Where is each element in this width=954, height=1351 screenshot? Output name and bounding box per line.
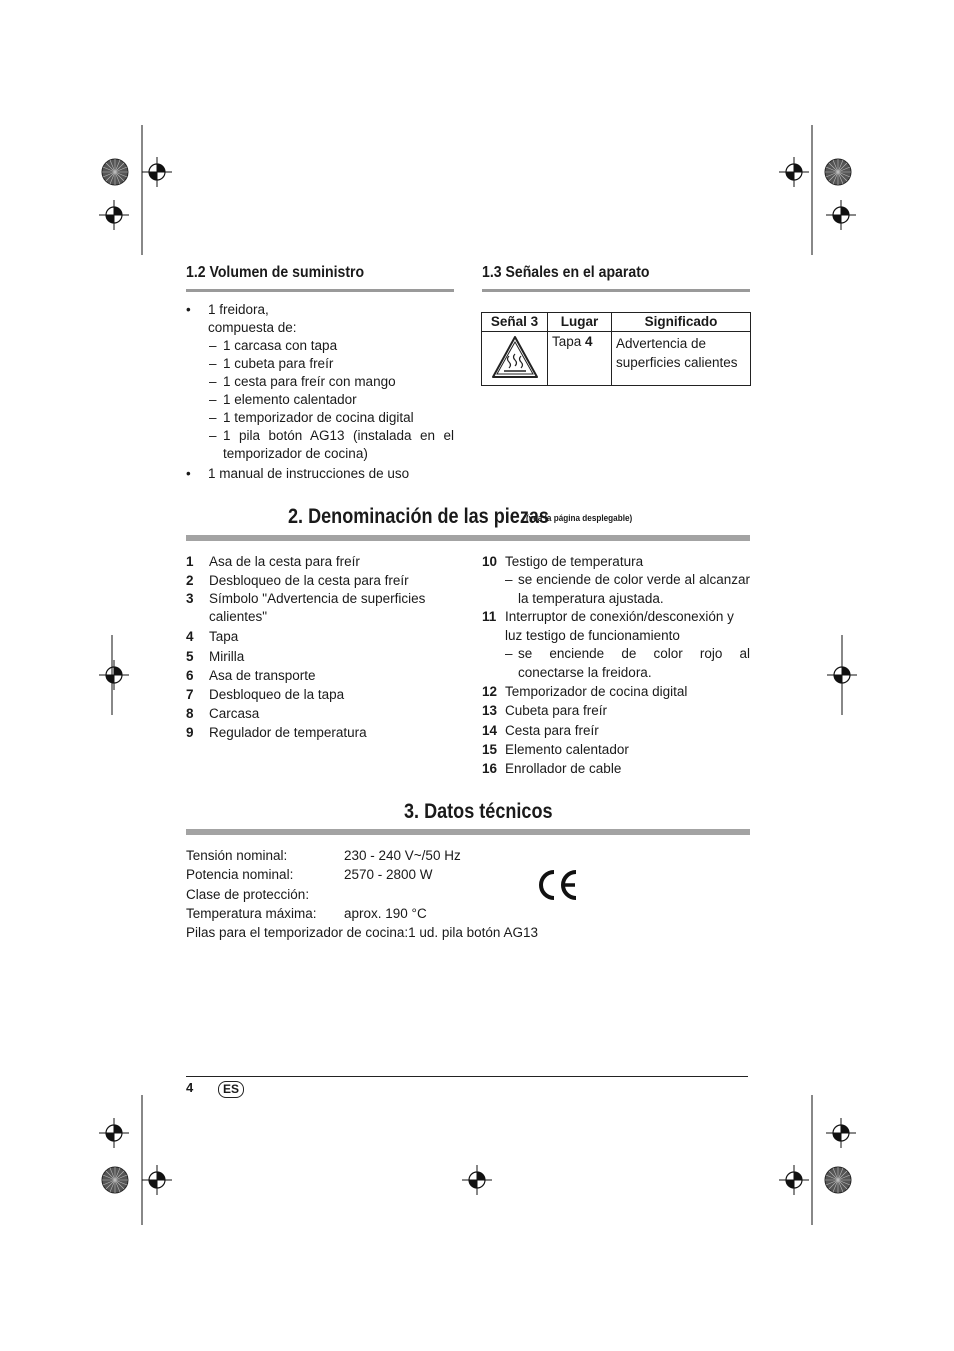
signals-header-senal: Señal 3 [482,313,548,332]
page-number: 4 [186,1080,194,1095]
list-item: 16 Enrollador de cable [482,761,622,777]
signals-header-lugar: Lugar [548,313,612,332]
signal-meaning: Advertencia de superficies calientes [612,332,751,386]
parts-list-left [186,552,456,743]
list-item: 14 Cesta para freír [482,722,599,738]
signal-location: Tapa 4 [548,332,612,386]
tech-batteries: Pilas para el temporizador de cocina:1 ud. pila botón AG13 [186,925,538,941]
footer-rule [186,1076,748,1077]
parts-list-right [482,552,750,778]
tech-data [186,846,586,942]
signals-table [481,312,751,386]
list-item: 2 Desbloqueo de la cesta para freír [186,573,409,589]
list-item: 15 Elemento calentador [482,741,629,757]
list-item: 4 Tapa [186,629,239,645]
tech-row: Temperatura máxima: aprox. 190 °C [186,905,427,921]
list-item: – 1 carcasa con tapa [209,338,338,353]
section-1-2-title: 1.2 Volumen de suministro [186,264,365,281]
section-1-3-rule [482,289,750,292]
supply-bullet-2: 1 manual de instrucciones de uso [208,466,410,481]
list-item: – 1 cubeta para freír [209,356,334,371]
list-item: 12 Temporizador de cocina digital [482,684,688,700]
list-subitem: – se enciende de color rojo al conectarse la freidora. [505,646,750,680]
section-1-2-rule [186,289,454,292]
section-2-title: 2. Denominación de las piezas [288,505,549,528]
supply-bullet-1: 1 freidora, [208,302,269,317]
section-2-rule [186,535,750,541]
section-1-3-title: 1.3 Señales en el aparato [482,264,650,281]
hot-surface-warning-icon [490,334,540,380]
list-item: 13 Cubeta para freír [482,703,608,719]
supply-bullet-1-sub: compuesta de: [208,320,297,335]
section-3-rule [186,829,750,835]
tech-row: Potencia nominal: 2570 - 2800 W [186,867,433,883]
list-item: 11 Interruptor de conexión/desconexión y luz testigo de funcionamiento [482,609,734,643]
list-item: 7 Desbloqueo de la tapa [186,687,345,703]
tech-row: Clase de protección: [186,886,310,902]
section-3-title: 3. Datos técnicos [404,800,553,823]
list-item: – 1 cesta para freír con mango [209,374,396,389]
list-item: – 1 elemento calentador [209,392,357,407]
list-item: 5 Mirilla [186,648,245,664]
language-label: ES [218,1081,244,1098]
list-item: 1 Asa de la cesta para freír [186,554,360,569]
list-item: 9 Regulador de temperatura [186,725,367,741]
signals-header-significado: Significado [612,313,751,332]
list-item: 8 Carcasa [186,706,260,722]
list-item: 3 Símbolo "Advertencia de superficies calientes" [186,591,426,625]
list-item: – 1 pila botón AG13 (instalada en el temporizador de cocina) [209,428,454,461]
tech-row: Tensión nominal: 230 - 240 V~/50 Hz [186,848,461,863]
list-item: 6 Asa de transporte [186,667,316,683]
supply-list: • 1 freidora, compuesta de: – 1 carcasa con tapa – 1 cubeta para freír – 1 cesta para freír con mango – 1 elemento calentador – 1 temporizador de cocina digital – 1 pila botón AG13 (instalada en el temporizador de cocina) • 1 manual de instrucciones de uso [186,302,454,481]
list-item: 10 Testigo de temperatura [482,554,644,569]
list-item: – 1 temporizador de cocina digital [209,410,414,425]
language-badge [218,1080,244,1098]
list-subitem: – se enciende de color verde al alcanzar la temperatura ajustada. [505,572,750,606]
section-2-note: (vea la página desplegable) [526,513,633,524]
ce-mark-icon [535,868,579,902]
